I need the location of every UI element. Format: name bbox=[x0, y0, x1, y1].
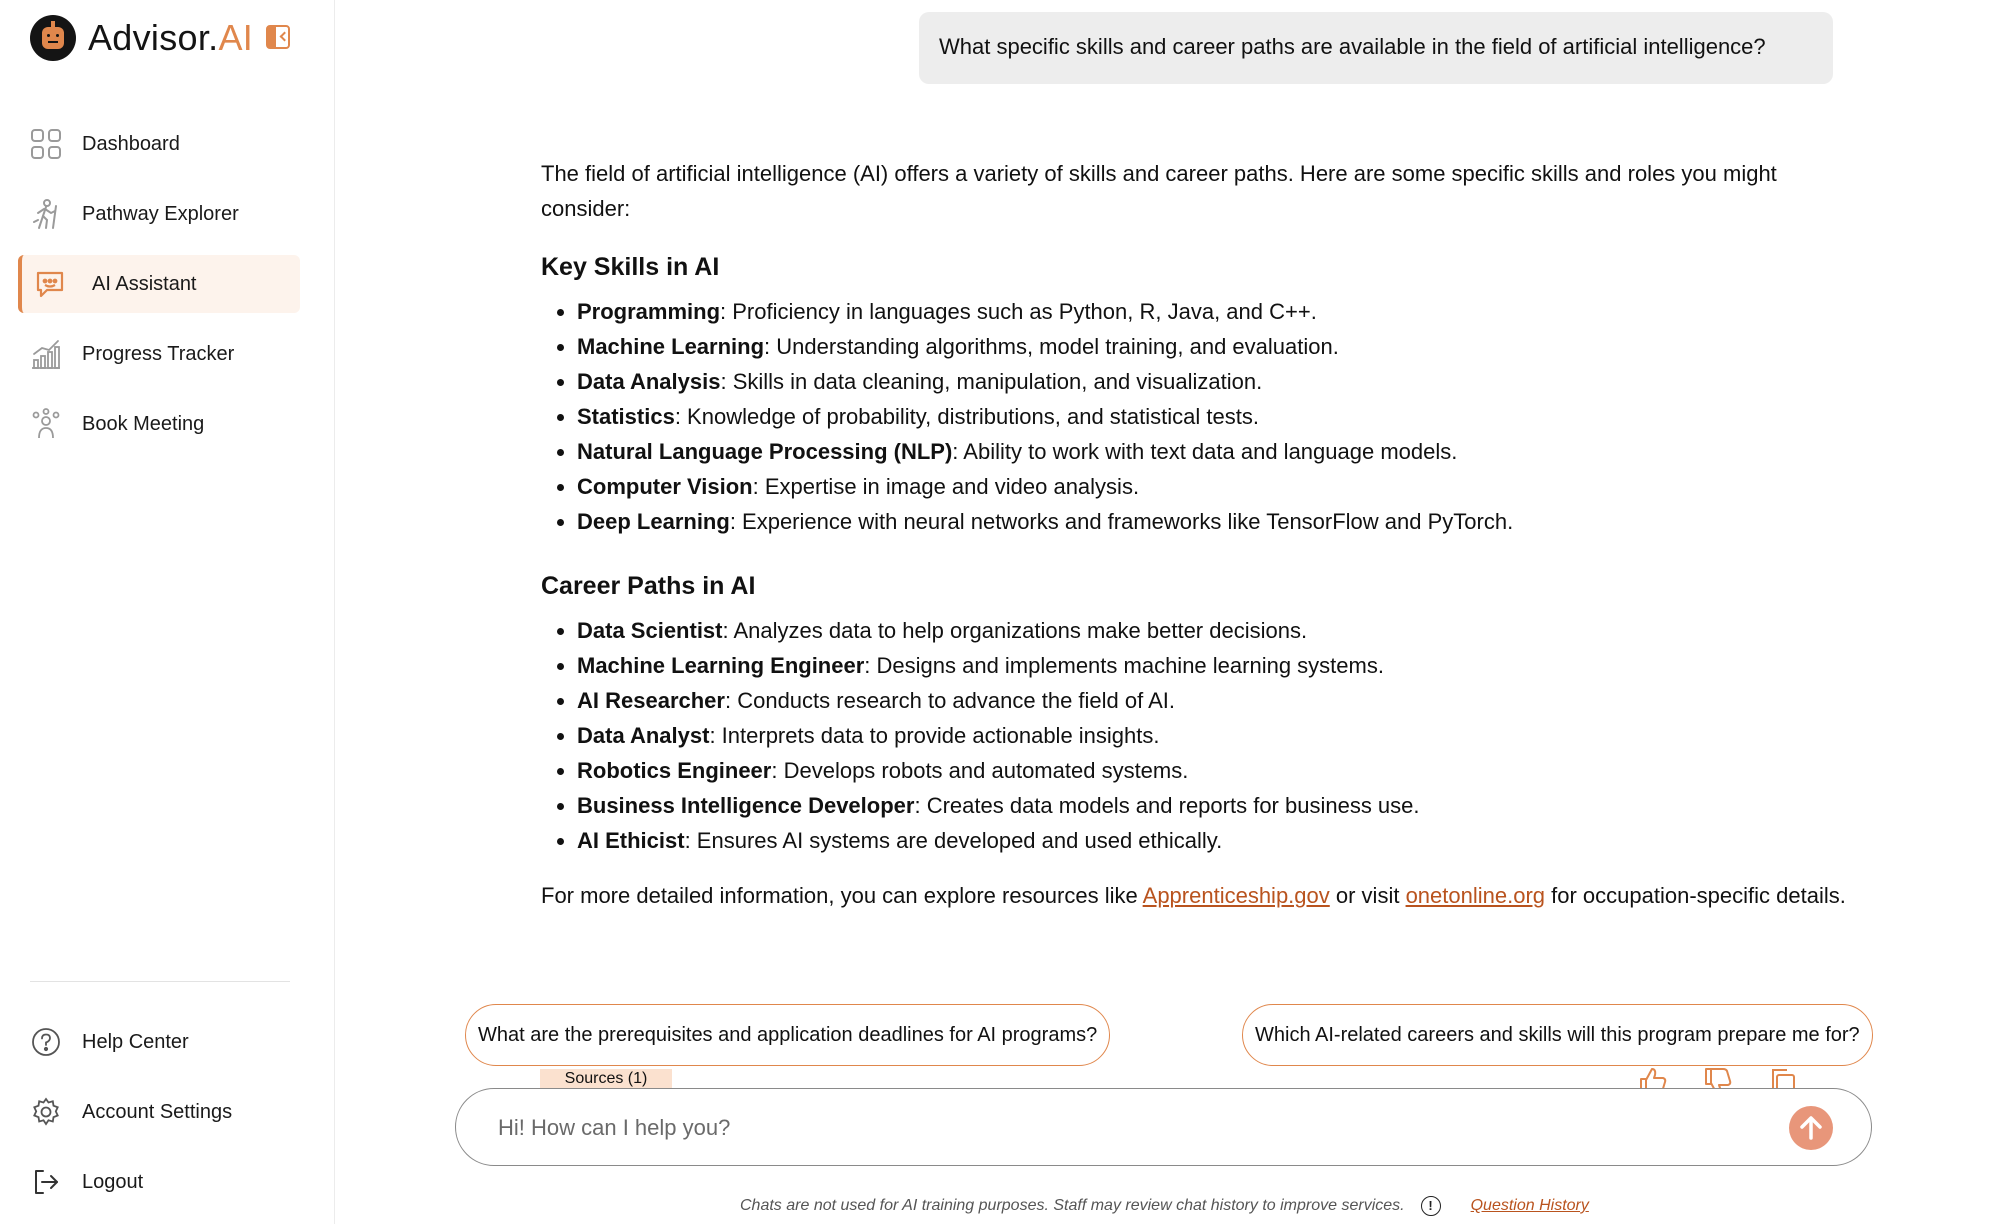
list-item: • Machine Learning: Understanding algorithms, model training, and evaluation. bbox=[577, 329, 1851, 364]
sidebar-item-book-meeting[interactable] bbox=[18, 395, 300, 453]
sidebar-divider bbox=[30, 981, 290, 982]
sidebar-item-account-settings[interactable] bbox=[18, 1083, 300, 1141]
sidebar-item-label: AI Assistant bbox=[92, 272, 197, 295]
skills-list bbox=[541, 294, 1851, 539]
bottom-nav bbox=[18, 1013, 300, 1223]
logout-icon bbox=[30, 1166, 62, 1198]
brand-name: Advisor.AI bbox=[88, 17, 254, 58]
main-nav bbox=[18, 115, 300, 465]
copy-icon[interactable] bbox=[1768, 1066, 1798, 1090]
list-item: • Robotics Engineer: Develops robots and automated systems. bbox=[577, 753, 1851, 788]
question-history-link[interactable]: Question History bbox=[1470, 1197, 1589, 1214]
list-item: • Machine Learning Engineer: Designs and implements machine learning systems. bbox=[577, 648, 1851, 683]
bar-chart-icon bbox=[30, 338, 62, 370]
sources-tab[interactable]: Sources (1) bbox=[540, 1069, 672, 1089]
list-item: • Deep Learning: Experience with neural networks and frameworks like TensorFlow and PyTorch. bbox=[577, 504, 1851, 539]
list-item: • Computer Vision: Expertise in image and video analysis. bbox=[577, 469, 1851, 504]
sidebar-item-label: Progress Tracker bbox=[82, 342, 235, 365]
thumbs-down-icon[interactable] bbox=[1703, 1066, 1733, 1090]
chat-area bbox=[335, 0, 2000, 1224]
sidebar-item-label: Pathway Explorer bbox=[82, 202, 239, 225]
list-item: • Data Analyst: Interprets data to provide actionable insights. bbox=[577, 718, 1851, 753]
hiker-icon bbox=[30, 198, 62, 230]
gear-icon bbox=[30, 1096, 62, 1128]
disclaimer-text: Chats are not used for AI training purposes. Staff may review chat history to improve services. bbox=[740, 1197, 1405, 1214]
list-item: • Data Scientist: Analyzes data to help organizations make better decisions. bbox=[577, 613, 1851, 648]
robot-logo-icon bbox=[30, 15, 76, 61]
collapse-sidebar-icon[interactable] bbox=[266, 25, 290, 49]
grid-icon bbox=[30, 128, 62, 160]
sidebar bbox=[0, 0, 335, 1224]
careers-heading: Career Paths in AI bbox=[541, 572, 756, 600]
skills-heading: Key Skills in AI bbox=[541, 253, 720, 281]
chat-icon bbox=[34, 268, 66, 300]
list-item: • AI Ethicist: Ensures AI systems are developed and used ethically. bbox=[577, 823, 1851, 858]
chat-input[interactable] bbox=[496, 1109, 1780, 1147]
list-item: • Natural Language Processing (NLP): Ability to work with text data and language models. bbox=[577, 434, 1851, 469]
brand[interactable] bbox=[30, 12, 253, 64]
sidebar-item-pathway-explorer[interactable] bbox=[18, 185, 300, 243]
suggestion-chip-prerequisites[interactable]: What are the prerequisites and application deadlines for AI programs? bbox=[465, 1004, 1110, 1066]
user-message: What specific skills and career paths are available in the field of artificial intelligence? bbox=[919, 12, 1833, 84]
arrow-up-icon bbox=[1797, 1114, 1825, 1142]
suggestion-chip-careers[interactable]: Which AI-related careers and skills will this program prepare me for? bbox=[1242, 1004, 1873, 1066]
sidebar-item-label: Account Settings bbox=[82, 1100, 233, 1123]
list-item: • Business Intelligence Developer: Creates data models and reports for business use. bbox=[577, 788, 1851, 823]
sidebar-item-label: Logout bbox=[82, 1170, 144, 1193]
assistant-answer bbox=[541, 156, 1851, 913]
chat-footer bbox=[740, 1194, 1589, 1218]
answer-intro: The field of artificial intelligence (AI) offers a variety of skills and career paths. Here are some specific skills and roles you might consider: bbox=[541, 161, 1777, 221]
sidebar-item-help-center[interactable] bbox=[18, 1013, 300, 1071]
sidebar-item-dashboard[interactable] bbox=[18, 115, 300, 173]
sidebar-item-label: Dashboard bbox=[82, 132, 180, 155]
list-item: • Statistics: Knowledge of probability, distributions, and statistical tests. bbox=[577, 399, 1851, 434]
info-icon[interactable]: ! bbox=[1421, 1196, 1441, 1216]
send-button[interactable] bbox=[1789, 1106, 1833, 1150]
chat-input-box bbox=[455, 1088, 1872, 1166]
list-item: • Data Analysis: Skills in data cleaning, manipulation, and visualization. bbox=[577, 364, 1851, 399]
sidebar-item-label: Help Center bbox=[82, 1030, 189, 1053]
list-item: • Programming: Proficiency in languages such as Python, R, Java, and C++. bbox=[577, 294, 1851, 329]
sidebar-item-ai-assistant[interactable] bbox=[18, 255, 300, 313]
people-icon bbox=[30, 408, 62, 440]
answer-closing: For more detailed information, you can explore resources like Apprenticeship.gov or visit onetonline.org for occupation-specific details. bbox=[541, 883, 1846, 908]
apprenticeship-link[interactable]: Apprenticeship.gov bbox=[1142, 883, 1330, 908]
careers-list bbox=[541, 613, 1851, 858]
onetonline-link[interactable]: onetonline.org bbox=[1405, 883, 1546, 908]
sidebar-item-progress-tracker[interactable] bbox=[18, 325, 300, 383]
list-item: • AI Researcher: Conducts research to advance the field of AI. bbox=[577, 683, 1851, 718]
thumbs-up-icon[interactable] bbox=[1638, 1066, 1668, 1090]
sidebar-item-label: Book Meeting bbox=[82, 412, 205, 435]
sidebar-item-logout[interactable] bbox=[18, 1153, 300, 1211]
help-icon bbox=[30, 1026, 62, 1058]
